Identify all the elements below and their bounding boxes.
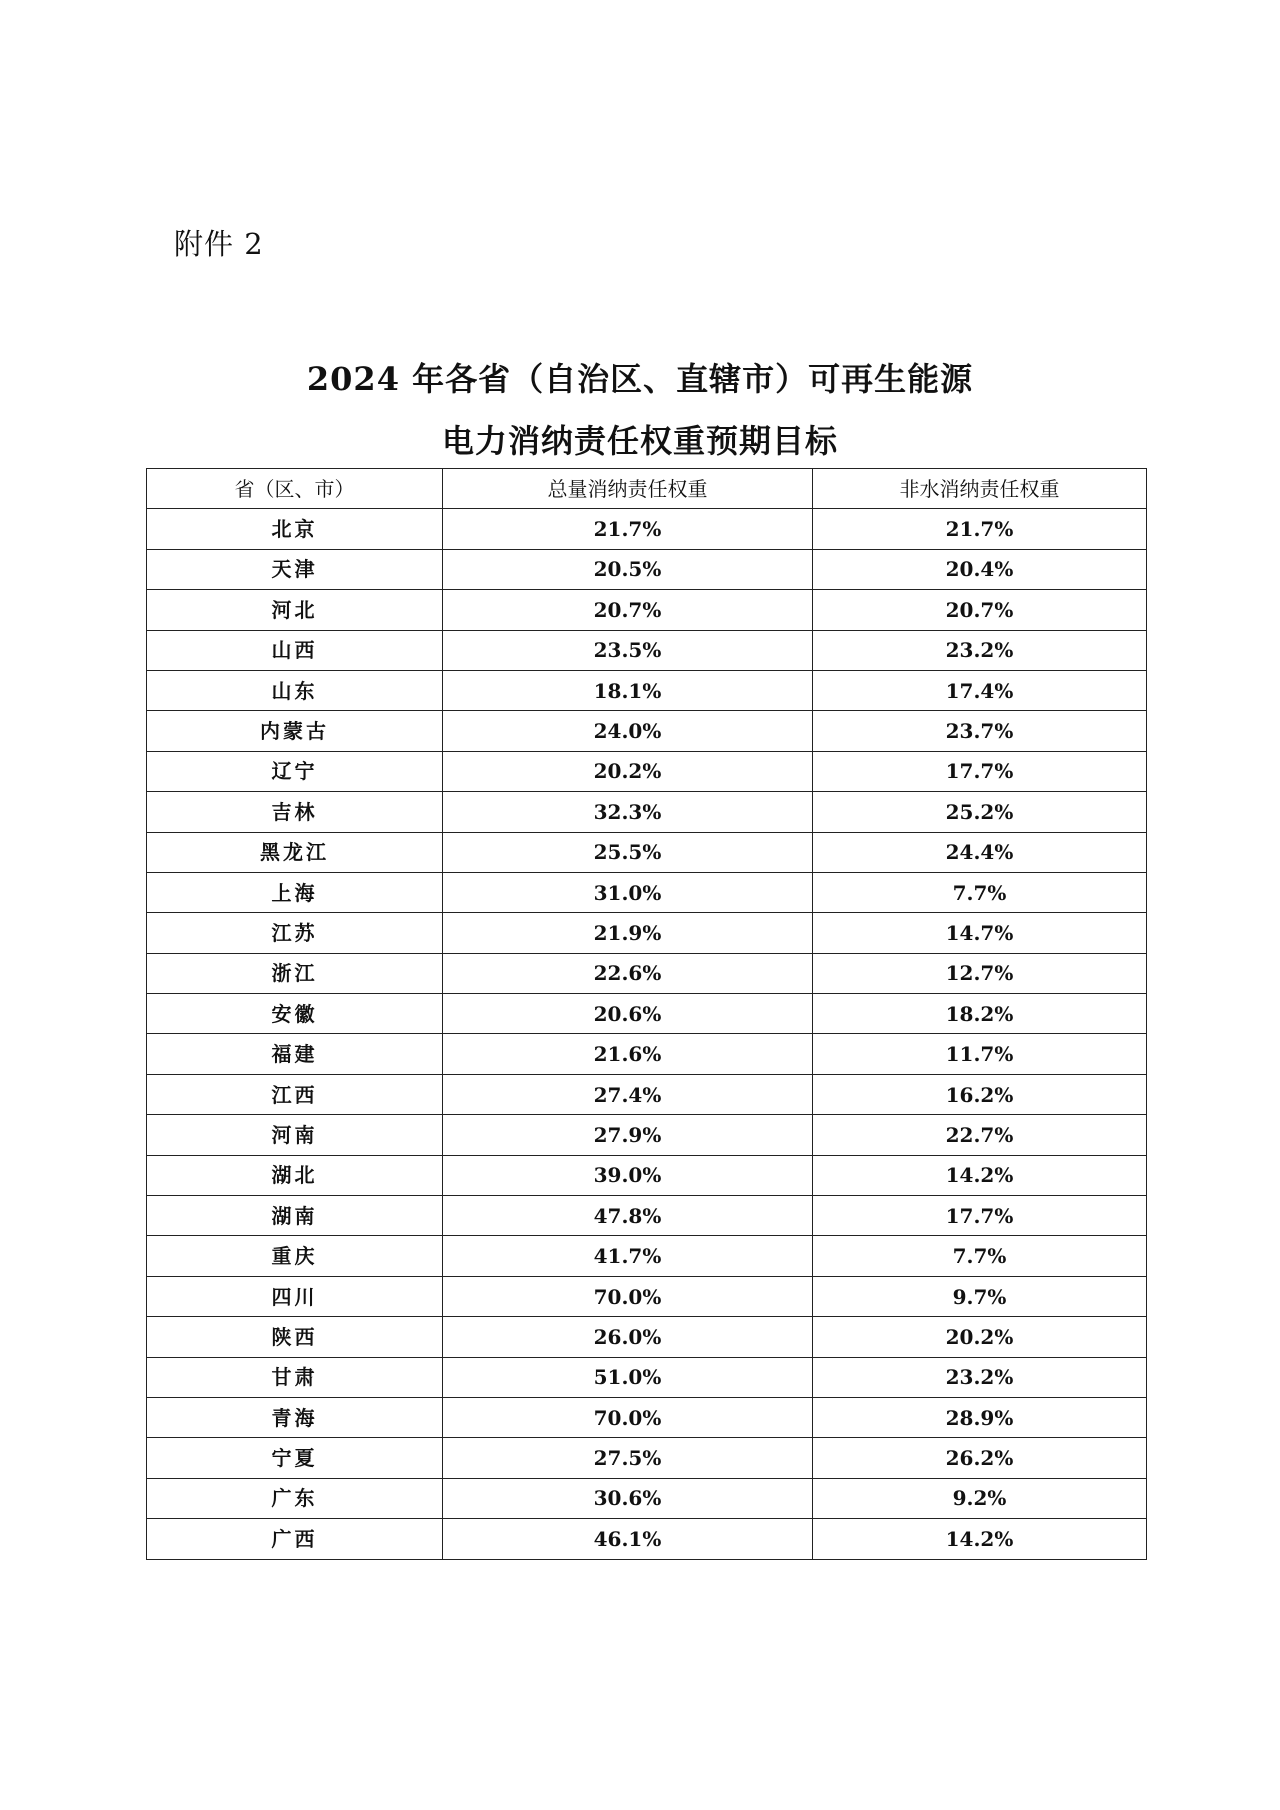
table-row: [147, 872, 1147, 912]
total-weight-cell: 27.9%: [443, 1115, 813, 1155]
total-weight-cell: 21.7%: [443, 509, 813, 549]
table-row: [147, 1357, 1147, 1397]
non-hydro-weight-cell: 21.7%: [813, 509, 1147, 549]
total-weight-cell: 70.0%: [443, 1397, 813, 1437]
province-name-cell: 黑龙江: [147, 832, 443, 872]
non-hydro-weight-cell: 16.2%: [813, 1074, 1147, 1114]
non-hydro-weight-cell: 26.2%: [813, 1438, 1147, 1478]
non-hydro-weight-cell: 9.7%: [813, 1276, 1147, 1316]
province-name-cell: 青海: [147, 1397, 443, 1437]
total-weight-cell: 30.6%: [443, 1478, 813, 1518]
province-name-cell: 甘肃: [147, 1357, 443, 1397]
table-row: [147, 792, 1147, 832]
table-row: [147, 549, 1147, 589]
table-row: [147, 1438, 1147, 1478]
table-row: [147, 953, 1147, 993]
non-hydro-weight-cell: 24.4%: [813, 832, 1147, 872]
province-name-cell: 天津: [147, 549, 443, 589]
province-name-cell: 浙江: [147, 953, 443, 993]
province-name-cell: 广西: [147, 1519, 443, 1559]
header-province: 省（区、市）: [147, 469, 443, 509]
province-name-cell: 吉林: [147, 792, 443, 832]
non-hydro-weight-cell: 14.2%: [813, 1519, 1147, 1559]
total-weight-cell: 25.5%: [443, 832, 813, 872]
total-weight-cell: 18.1%: [443, 670, 813, 710]
table-row: [147, 630, 1147, 670]
total-weight-cell: 20.5%: [443, 549, 813, 589]
non-hydro-weight-cell: 20.7%: [813, 590, 1147, 630]
table-row: [147, 711, 1147, 751]
table-body: [147, 509, 1147, 1559]
table-row: [147, 590, 1147, 630]
province-name-cell: 湖北: [147, 1155, 443, 1195]
table-row: [147, 1397, 1147, 1437]
total-weight-cell: 51.0%: [443, 1357, 813, 1397]
table-row: [147, 1276, 1147, 1316]
total-weight-cell: 46.1%: [443, 1519, 813, 1559]
non-hydro-weight-cell: 23.7%: [813, 711, 1147, 751]
non-hydro-weight-cell: 14.2%: [813, 1155, 1147, 1195]
province-name-cell: 辽宁: [147, 751, 443, 791]
non-hydro-weight-cell: 20.2%: [813, 1317, 1147, 1357]
province-name-cell: 山东: [147, 670, 443, 710]
total-weight-cell: 24.0%: [443, 711, 813, 751]
table-row: [147, 1034, 1147, 1074]
province-name-cell: 福建: [147, 1034, 443, 1074]
document-title-line-2: 电力消纳责任权重预期目标: [441, 422, 838, 460]
province-name-cell: 重庆: [147, 1236, 443, 1276]
province-name-cell: 湖南: [147, 1196, 443, 1236]
total-weight-cell: 21.6%: [443, 1034, 813, 1074]
table-header-row: [147, 469, 1147, 509]
province-name-cell: 北京: [147, 509, 443, 549]
total-weight-cell: 27.4%: [443, 1074, 813, 1114]
total-weight-cell: 20.7%: [443, 590, 813, 630]
non-hydro-weight-cell: 23.2%: [813, 630, 1147, 670]
non-hydro-weight-cell: 23.2%: [813, 1357, 1147, 1397]
total-weight-cell: 20.6%: [443, 994, 813, 1034]
total-weight-cell: 20.2%: [443, 751, 813, 791]
total-weight-cell: 23.5%: [443, 630, 813, 670]
non-hydro-weight-cell: 17.7%: [813, 751, 1147, 791]
total-weight-cell: 41.7%: [443, 1236, 813, 1276]
province-name-cell: 上海: [147, 872, 443, 912]
attachment-label: 附件 2: [174, 227, 264, 261]
non-hydro-weight-cell: 17.7%: [813, 1196, 1147, 1236]
province-name-cell: 河北: [147, 590, 443, 630]
table-row: [147, 1074, 1147, 1114]
total-weight-cell: 70.0%: [443, 1276, 813, 1316]
total-weight-cell: 26.0%: [443, 1317, 813, 1357]
table-row: [147, 1519, 1147, 1559]
table-row: [147, 1317, 1147, 1357]
total-weight-cell: 32.3%: [443, 792, 813, 832]
header-non-hydro-weight: 非水消纳责任权重: [813, 469, 1147, 509]
table-row: [147, 1196, 1147, 1236]
header-total-weight: 总量消纳责任权重: [443, 469, 813, 509]
non-hydro-weight-cell: 14.7%: [813, 913, 1147, 953]
table-row: [147, 1478, 1147, 1518]
total-weight-cell: 27.5%: [443, 1438, 813, 1478]
non-hydro-weight-cell: 9.2%: [813, 1478, 1147, 1518]
table-row: [147, 1155, 1147, 1195]
province-name-cell: 四川: [147, 1276, 443, 1316]
province-name-cell: 河南: [147, 1115, 443, 1155]
non-hydro-weight-cell: 22.7%: [813, 1115, 1147, 1155]
non-hydro-weight-cell: 7.7%: [813, 872, 1147, 912]
table-row: [147, 913, 1147, 953]
total-weight-cell: 21.9%: [443, 913, 813, 953]
table-row: [147, 1115, 1147, 1155]
table-row: [147, 670, 1147, 710]
total-weight-cell: 31.0%: [443, 872, 813, 912]
non-hydro-weight-cell: 25.2%: [813, 792, 1147, 832]
province-name-cell: 山西: [147, 630, 443, 670]
non-hydro-weight-cell: 28.9%: [813, 1397, 1147, 1437]
responsibility-weights-table: [146, 468, 1147, 1560]
non-hydro-weight-cell: 20.4%: [813, 549, 1147, 589]
non-hydro-weight-cell: 7.7%: [813, 1236, 1147, 1276]
table-row: [147, 994, 1147, 1034]
non-hydro-weight-cell: 18.2%: [813, 994, 1147, 1034]
province-name-cell: 内蒙古: [147, 711, 443, 751]
province-name-cell: 江苏: [147, 913, 443, 953]
total-weight-cell: 47.8%: [443, 1196, 813, 1236]
non-hydro-weight-cell: 11.7%: [813, 1034, 1147, 1074]
province-name-cell: 江西: [147, 1074, 443, 1114]
table-row: [147, 832, 1147, 872]
table-row: [147, 1236, 1147, 1276]
total-weight-cell: 22.6%: [443, 953, 813, 993]
total-weight-cell: 39.0%: [443, 1155, 813, 1195]
province-name-cell: 安徽: [147, 994, 443, 1034]
document-title-line-1: 2024 年各省（自治区、直辖市）可再生能源: [306, 360, 974, 398]
non-hydro-weight-cell: 12.7%: [813, 953, 1147, 993]
non-hydro-weight-cell: 17.4%: [813, 670, 1147, 710]
table-row: [147, 751, 1147, 791]
province-name-cell: 陕西: [147, 1317, 443, 1357]
province-name-cell: 宁夏: [147, 1438, 443, 1478]
table-row: [147, 509, 1147, 549]
province-name-cell: 广东: [147, 1478, 443, 1518]
